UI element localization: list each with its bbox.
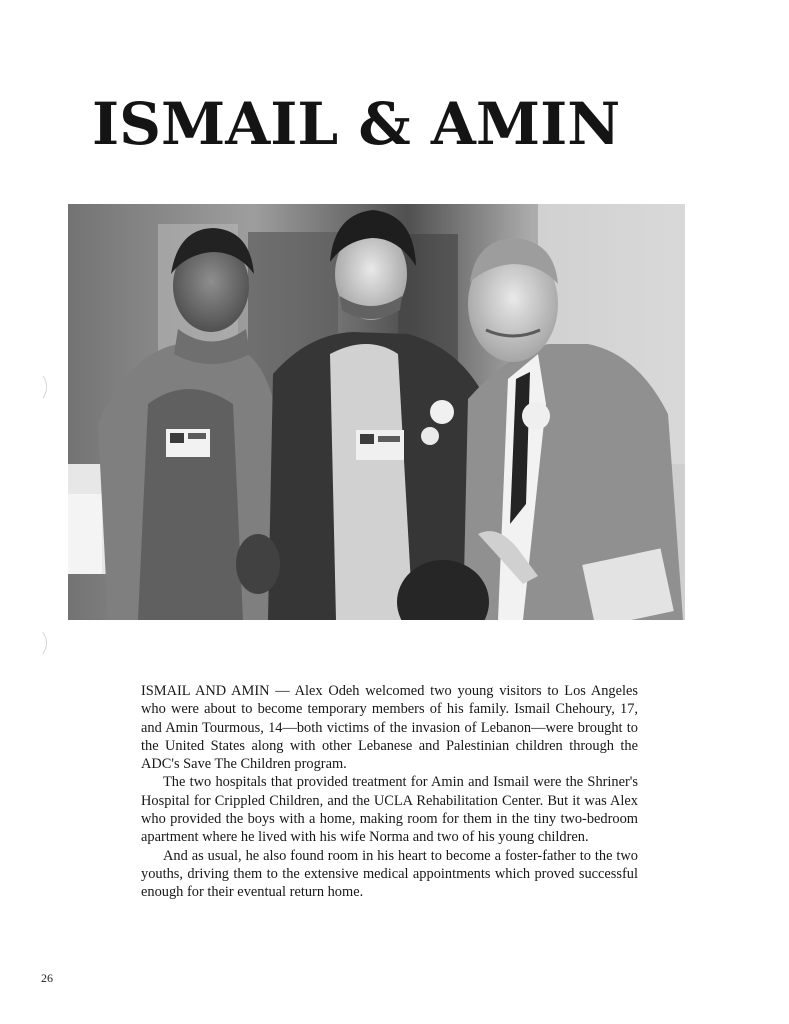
article-paragraph: And as usual, he also found room in his heart to become a foster-father to the two youths, driving them to the extensive medical appointments which proved successful enough for their eventual return home. xyxy=(141,847,638,901)
page-title: ISMAIL & AMIN xyxy=(92,90,621,158)
photo-illustration xyxy=(68,204,685,620)
page-number: 26 xyxy=(41,971,53,985)
photo-three-men xyxy=(68,204,685,620)
article-paragraph: The two hospitals that provided treatment for Amin and Ismail were the Shriner's Hospital for Crippled Children, and the UCLA Rehabilitation Center. But it was Alex who provided the boys with a home, making room for them in the tiny two-bedroom apartment where he lived with his wife Norma and two of his young children. xyxy=(141,774,638,846)
scan-mark xyxy=(26,372,47,402)
article-paragraph: ISMAIL AND AMIN — Alex Odeh welcomed two young visitors to Los Angeles who were about to become temporary members of his family. Ismail Chehoury, 17, and Amin Tourmous, 14—both victims of the invasion of Lebanon—were brought to the United States along with other Lebanese and Palestinian children through the ADC's Save The Children program. xyxy=(141,683,638,773)
article-body xyxy=(141,682,638,902)
scan-mark xyxy=(22,628,47,658)
